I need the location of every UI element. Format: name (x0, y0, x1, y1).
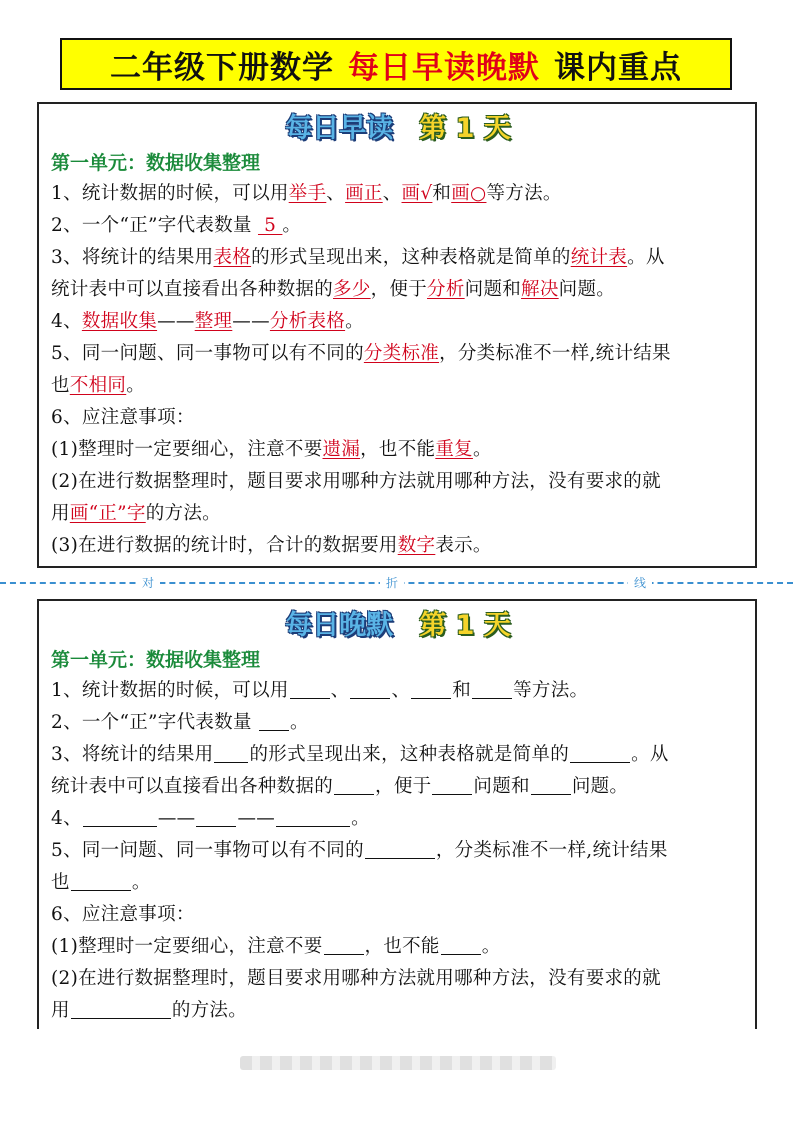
text: ，也不能 (360, 439, 436, 460)
text: 用 (51, 1000, 70, 1021)
morning-title (51, 110, 745, 148)
morning-item-6: 6、应注意事项： (51, 407, 195, 428)
text: 的形式呈现出来，这种表格就是简单的 (251, 247, 571, 268)
text: 。 (126, 375, 146, 396)
text: 。从 (631, 744, 669, 765)
text: 表示。 (435, 535, 492, 556)
answer-blank[interactable] (324, 932, 364, 955)
text: 等方法。 (513, 680, 589, 701)
morning-item-3-cont (51, 274, 745, 306)
text: 。 (289, 712, 309, 733)
text: ，便于 (375, 776, 432, 797)
evening-note-2-cont (51, 995, 745, 1027)
text: —— (157, 808, 196, 829)
text: 问题。 (558, 279, 616, 300)
evening-note-1 (51, 931, 745, 963)
text: 、 (391, 680, 411, 701)
text: 问题和 (473, 776, 530, 797)
evening-day: 第 1 天 (419, 610, 511, 641)
answer: 多少 (333, 279, 371, 300)
answer: 5 (257, 215, 283, 236)
morning-note-2-cont (51, 498, 745, 530)
text: 3、将统计的结果用 (51, 744, 214, 765)
answer-blank[interactable] (71, 996, 171, 1019)
answer-blank[interactable] (214, 740, 248, 763)
text: 3、将统计的结果用 (51, 247, 214, 268)
text: 问题和 (464, 279, 522, 300)
answer: 整理 (194, 311, 233, 332)
answer: 不相同 (69, 375, 127, 396)
evening-item-3 (51, 739, 745, 771)
morning-item-4 (51, 306, 745, 338)
text: (1)整理时一定要细心，注意不要 (51, 439, 323, 460)
text: 。 (345, 311, 364, 332)
morning-item-5-cont (51, 370, 745, 402)
text: 2、一个“正”字代表数量 (51, 215, 252, 236)
answer: 举手 (288, 183, 327, 204)
evening-item-5-cont (51, 867, 745, 899)
text: 、 (382, 183, 402, 204)
answer: 数据收集 (81, 311, 158, 332)
answer: 画“正”字 (69, 503, 146, 524)
text: 2、一个“正”字代表数量 (51, 712, 252, 733)
text: 5、同一问题、同一事物可以有不同的 (51, 840, 364, 861)
text: ，分类标准不一样,统计结果 (439, 343, 671, 364)
answer: 画正 (345, 183, 383, 204)
fold-label-3: 线 (628, 574, 652, 591)
evening-item-6: 6、应注意事项： (51, 904, 195, 925)
text: 。 (351, 808, 370, 829)
answer: 统计表 (570, 247, 628, 268)
answer-blank[interactable] (432, 772, 472, 795)
answer-blank[interactable] (334, 772, 374, 795)
text: 1、统计数据的时候，可以用 (51, 680, 289, 701)
evening-item-5 (51, 835, 745, 867)
morning-unit-heading: 第一单元：数据收集整理 (51, 152, 261, 174)
answer: 分析表格 (269, 311, 346, 332)
text: 1、统计数据的时候，可以用 (51, 183, 289, 204)
text: 和 (432, 183, 452, 204)
evening-title (51, 607, 745, 645)
text: (3)在进行数据的统计时，合计的数据要用 (51, 535, 398, 556)
banner-grade: 二年级下册数学 (110, 49, 334, 86)
answer: 遗漏 (322, 439, 361, 460)
evening-note-2: (2)在进行数据整理时，题目要求用哪种方法就用哪种方法，没有要求的就 (51, 968, 661, 989)
text: 、 (330, 680, 350, 701)
morning-item-2 (51, 210, 745, 242)
answer: 数字 (397, 535, 436, 556)
answer-blank[interactable] (83, 804, 157, 827)
evening-item-3-cont (51, 771, 745, 803)
morning-item-1 (51, 178, 745, 210)
text: 也 (51, 375, 70, 396)
text: —— (232, 311, 270, 332)
text: (1)整理时一定要细心，注意不要 (51, 936, 323, 957)
text: 问题。 (571, 776, 629, 797)
answer: 画√ (401, 183, 433, 204)
evening-title-text: 每日晚默 (285, 610, 394, 641)
evening-item-1 (51, 675, 745, 707)
text: 和 (452, 680, 472, 701)
text: 的形式呈现出来，这种表格就是简单的 (249, 744, 570, 765)
text: 4、 (51, 808, 82, 829)
text: 5、同一问题、同一事物可以有不同的 (51, 343, 364, 364)
answer-blank[interactable] (350, 676, 390, 699)
answer-blank[interactable] (196, 804, 236, 827)
text: 统计表中可以直接看出各种数据的 (51, 279, 334, 300)
answer-blank[interactable] (570, 740, 630, 763)
text: 也 (51, 872, 70, 893)
text: 用 (51, 503, 70, 524)
answer: 画○ (451, 183, 487, 204)
evening-unit-heading: 第一单元：数据收集整理 (51, 649, 261, 671)
evening-dictation-panel (37, 599, 757, 1029)
text: 。 (472, 439, 492, 460)
morning-note-1 (51, 434, 745, 466)
text: 的方法。 (171, 1000, 248, 1021)
fold-label-2: 折 (380, 574, 404, 591)
banner-topic: 课内重点 (554, 49, 682, 86)
morning-reading-panel (37, 102, 757, 568)
answer-blank[interactable] (365, 836, 435, 859)
morning-title-text: 每日早读 (285, 113, 394, 144)
morning-item-5 (51, 338, 745, 370)
answer: 分析 (427, 279, 465, 300)
banner-highlight: 每日早读晚默 (348, 49, 540, 86)
text: ，分类标准不一样,统计结果 (435, 840, 668, 861)
answer-blank[interactable] (259, 708, 289, 731)
answer-blank[interactable] (411, 676, 451, 699)
text: 。 (282, 215, 302, 236)
blurred-watermark (240, 1056, 556, 1070)
text: 。从 (627, 247, 665, 268)
text: ，也不能 (364, 936, 440, 957)
text: 统计表中可以直接看出各种数据的 (51, 776, 334, 797)
answer: 重复 (435, 439, 473, 460)
answer: 解决 (521, 279, 559, 300)
text: ，便于 (370, 279, 428, 300)
text: —— (237, 808, 276, 829)
fold-label-1: 对 (136, 574, 160, 591)
answer: 表格 (213, 247, 252, 268)
answer-blank[interactable] (276, 804, 350, 827)
text: —— (157, 311, 195, 332)
morning-note-2: (2)在进行数据整理时，题目要求用哪种方法就用哪种方法，没有要求的就 (51, 471, 661, 492)
text: 。 (131, 872, 151, 893)
evening-item-4 (51, 803, 745, 835)
morning-item-3 (51, 242, 745, 274)
text: 、 (326, 183, 346, 204)
text: 4、 (51, 311, 82, 332)
answer-blank[interactable] (472, 676, 512, 699)
text: 等方法。 (486, 183, 562, 204)
answer-blank[interactable] (531, 772, 571, 795)
answer-blank[interactable] (441, 932, 481, 955)
text: 的方法。 (145, 503, 221, 524)
text: 。 (481, 936, 501, 957)
morning-day: 第 1 天 (419, 113, 511, 144)
answer: 分类标准 (363, 343, 440, 364)
evening-item-2 (51, 707, 745, 739)
page-banner (60, 38, 732, 90)
answer-blank[interactable] (71, 868, 131, 891)
morning-note-3 (51, 530, 745, 562)
answer-blank[interactable] (290, 676, 330, 699)
